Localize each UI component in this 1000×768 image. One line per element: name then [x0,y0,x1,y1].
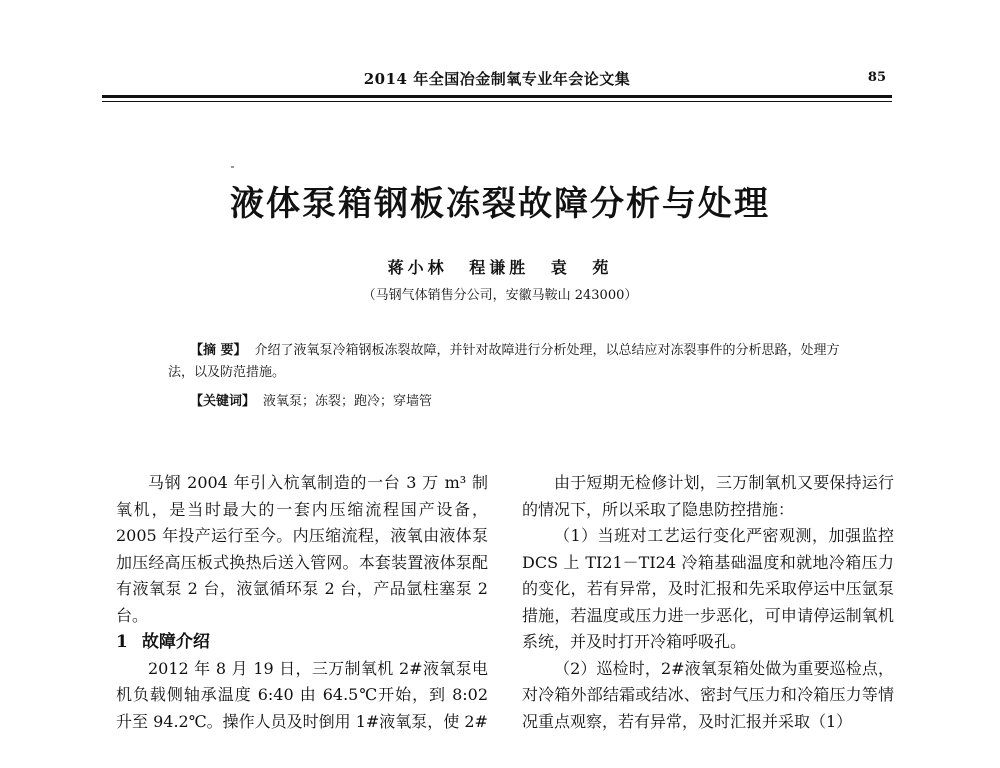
section-heading [116,629,488,656]
abstract-text: 介绍了液氧泵冷箱钢板冻裂故障，并针对故障进行分析处理，以总结应对冻裂事件的分析思路，处理方法，以及防范措施。 [168,343,840,380]
article-title: 液体泵箱钢板冻裂故障分析与处理 [230,184,770,224]
abstract-block [168,340,848,384]
header-rule-thick [102,95,892,98]
page-number: 85 [867,70,886,85]
running-header [102,66,892,94]
abstract-label: 【摘 要】 [190,343,247,358]
paragraph-measure-2: （2）巡检时，2#液氧泵箱处做为重要巡检点，对冷箱外部结霜或结冰、密封气压力和冷箱压力等情况重点观察，若有异常，及时汇报并采取（1） [522,658,894,731]
scan-speck [231,166,234,168]
paragraph-intro: 马钢 2004 年引入杭氧制造的一台 3 万 m³ 制氧机，是当时最大的一套内压缩流程国产设备，2005 年投产运行至今。内压缩流程，液氧由液体泵加压经高压板式换热后送入管网。本套装置液体泵配有液氧泵 2 台，液氩循环泵 2 台，产品氩柱塞泵 2 台。 [116,473,488,625]
paragraph-fault: 2012 年 8 月 19 日，三万制氧机 2#液氧泵电机负载侧轴承温度 6:40 由 64.5℃开始，到 8:02 升至 94.2℃。操作人员及时倒用 1#液氧泵，使 2# [116,658,488,731]
body-column-left [116,470,488,735]
journal-title: 2014 年全国冶金制氧专业年会论文集 [363,70,631,88]
header-rule-thin [102,101,892,102]
keywords-text: 液氧泵；冻裂；跑冷；穿墙管 [263,394,433,409]
keywords-label: 【关键词】 [190,394,256,409]
article-authors: 蒋小林 程谦胜 袁 苑 [387,258,613,277]
section-number: 1 [116,632,128,652]
keywords-block [190,390,432,409]
paragraph-measures: 由于短期无检修计划，三万制氧机又要保持运行的情况下，所以采取了隐患防控措施： [522,473,894,519]
body-column-right [522,470,894,735]
paragraph-measure-1: （1）当班对工艺运行变化严密观测，加强监控 DCS 上 TI21－TI24 冷箱基础温度和就地冷箱压力的变化，若有异常，及时汇报和先采取停运中压氩泵措施，若温度或压力进一步恶化，可申请停运制氧机系统，并及时打开冷箱呼吸孔。 [522,526,894,651]
article-affiliation: （马钢气体销售分公司，安徽马鞍山 243000） [362,288,638,303]
section-title: 故障介绍 [141,632,210,652]
